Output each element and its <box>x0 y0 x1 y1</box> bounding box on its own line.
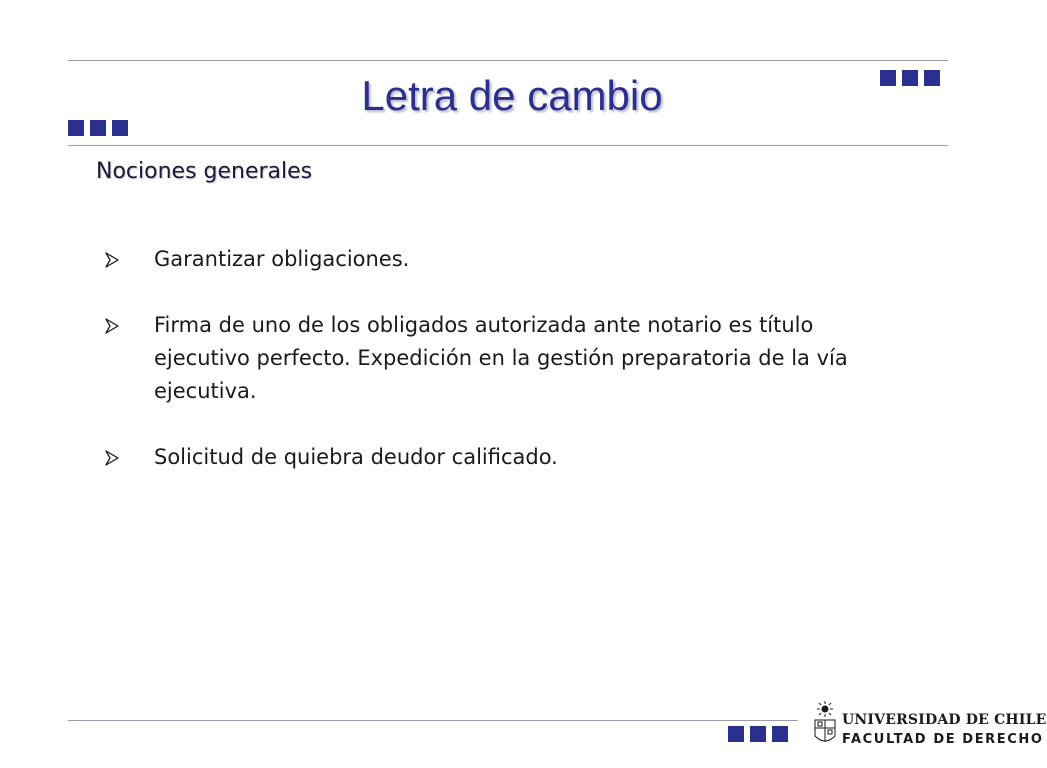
decorative-squares-left <box>68 120 128 136</box>
university-crest-icon <box>812 700 838 750</box>
arrowhead-bullet-icon <box>104 243 154 276</box>
footer-divider <box>68 720 798 721</box>
title-divider <box>68 145 948 146</box>
logo-university-name: UNIVERSIDAD DE CHILE <box>842 712 1047 728</box>
bullet-item <box>104 309 894 408</box>
slide-title: Letra de cambio <box>361 72 663 119</box>
bullet-item <box>104 243 894 276</box>
bullet-item <box>104 441 894 474</box>
decorative-squares-bottom <box>728 726 788 742</box>
top-divider <box>68 60 948 61</box>
arrowhead-bullet-icon <box>104 441 154 474</box>
bullet-text: Garantizar obligaciones. <box>154 247 410 271</box>
slide-subtitle: Nociones generales <box>96 159 313 184</box>
arrowhead-bullet-icon <box>104 309 154 342</box>
logo-faculty-name: FACULTAD DE DERECHO <box>842 732 1044 747</box>
university-logo <box>812 700 1047 754</box>
bullet-text: Firma de uno de los obligados autorizada ante notario es título ejecutivo perfecto. Expedición en la gestión preparatoria de la vía ejecutiva. <box>154 313 848 403</box>
bullet-text: Solicitud de quiebra deudor calificado. <box>154 445 558 469</box>
bullet-list <box>104 243 894 507</box>
